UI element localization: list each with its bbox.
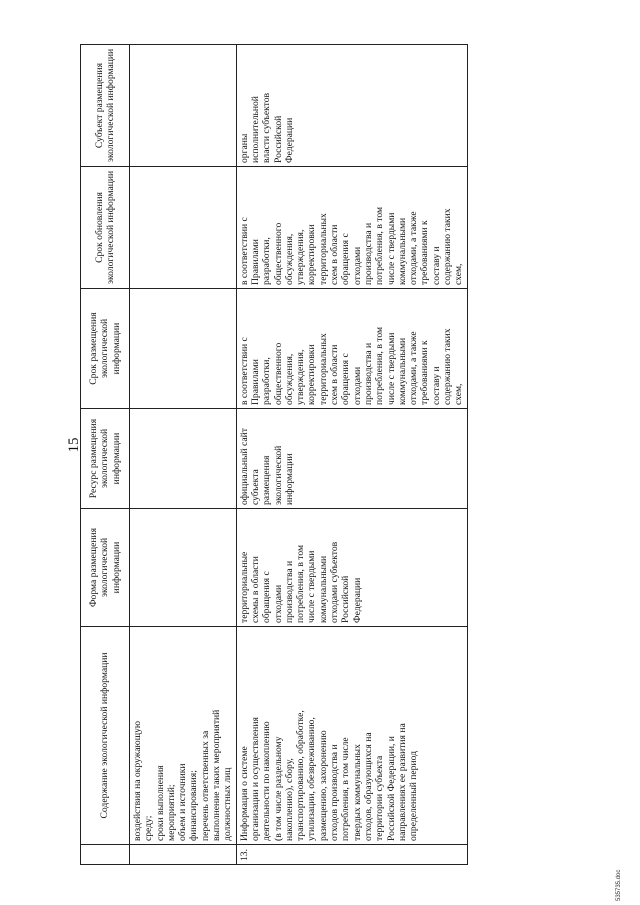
cell-resource [130, 409, 237, 509]
cell-number [130, 845, 237, 865]
header-resource: Ресурс размещения экологической информации [81, 409, 130, 509]
cell-update-term: в соответствии с Правилами разработки, общественного обсуждения, утверждения, корректировки территориальных схем в области обращения с отходами производства и потребления, в том числе с твердыми коммунальными отходами, а также требованиями к составу и содержанию таких схем, [236, 167, 467, 289]
eco-info-table [80, 44, 468, 865]
cell-place-term: в соответствии с Правилами разработки, общественного обсуждения, утверждения, корректировки территориальных схем в области обращения с отходами производства и потребления, в том числе с твердыми коммунальными отходами, а также требованиями к составу и содержанию таких схем, [236, 289, 467, 409]
cell-content: воздействия на окружающую среду; сроки выполнения мероприятий; объем и источники финансирования; перечень ответственных за выполнение таких мероприятий должностных лиц [130, 627, 237, 845]
cell-update-term [130, 167, 237, 289]
page-number: 15 [66, 437, 82, 453]
cell-resource: официальный сайт субъекта размещения экологической информации [236, 409, 467, 509]
header-number [81, 845, 130, 865]
header-subject: Субъект размещения экологической информации [81, 45, 130, 167]
table-header-row [81, 45, 130, 865]
cell-content: Информация о системе организации и осуществления деятельности по накоплению (в том числе раздельному накоплению), сбору, транспортированию, обработке, утилизации, обезвреживанию, размещению, захоронению отходов производства и потребления, в том числе твердых коммунальных отходов, образующихся на территории субъекта Российской Федерации, и направлениях ее развития на определенный период [236, 627, 467, 845]
cell-form: территориальные схемы в области обращения с отходами производства и потребления, в том числе с твердыми коммунальными отходами субъектов Российской Федерации [236, 509, 467, 627]
cell-number: 13. [236, 845, 467, 865]
cell-place-term [130, 289, 237, 409]
table-row [236, 45, 467, 865]
header-place-term: Срок размещения экологической информации [81, 289, 130, 409]
header-update-term: Срок обновления экологической информации [81, 167, 130, 289]
cell-subject [130, 45, 237, 167]
cell-form [130, 509, 237, 627]
table-row [130, 45, 237, 865]
cell-subject: органы исполнительной власти субъектов Российской Федерации [236, 45, 467, 167]
document-file-id: 535735.doc [616, 869, 622, 901]
header-content: Содержание экологической информации [81, 627, 130, 845]
header-form: Форма размещения экологической информации [81, 509, 130, 627]
